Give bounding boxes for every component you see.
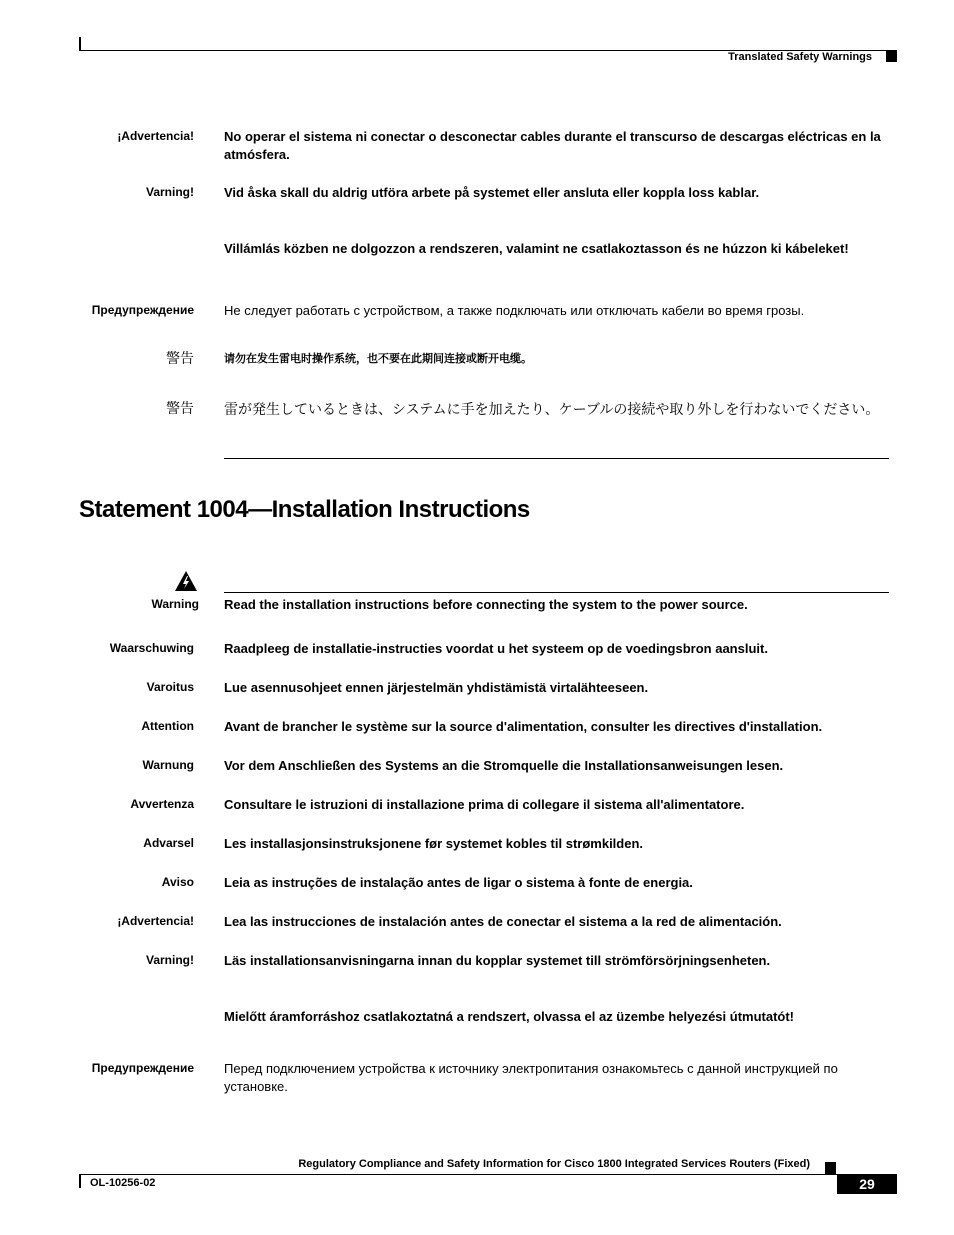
footer-tick — [79, 1174, 81, 1188]
warning-text: Raadpleeg de installatie-instructies voordat u het systeem op de voedingsbron aansluit. — [224, 641, 768, 656]
warning-text: 雷が発生しているときは、システムに手を加えたり、ケーブルの接続や取り外しを行わないでください。 — [224, 401, 880, 417]
warning-text: Vid åska skall du aldrig utföra arbete på systemet eller ansluta eller koppla loss kablar. — [224, 185, 760, 200]
warning-label: Предупреждение — [91, 1061, 194, 1075]
footer-doc-number: OL-10256-02 — [90, 1177, 156, 1189]
warning-text: Villámlás közben ne dolgozzon a rendszeren, valamint ne csatlakoztasson és ne húzzon ki kábeleket! — [224, 241, 849, 256]
warning-label: 警告 — [166, 350, 194, 366]
warning-text: Mielőtt áramforráshoz csatlakoztatná a rendszert, olvassa el az üzembe helyezési útmutatót! — [224, 1009, 795, 1024]
warning-label: Warnung — [142, 758, 194, 772]
warning-text: No operar el sistema ni conectar o desconectar cables durante el transcurso de descargas eléctricas en la atmósfera. — [224, 129, 881, 162]
warning-label: Varoitus — [146, 680, 194, 694]
section-end-rule — [224, 458, 889, 459]
header-tick — [79, 37, 81, 51]
warning-text: Перед подключением устройства к источнику электропитания ознакомьтесь с данной инструкцией по установке. — [224, 1061, 838, 1094]
warning-triangle-icon — [174, 570, 198, 592]
warning-text: Leia as instruções de instalação antes de ligar o sistema à fonte de energia. — [224, 875, 693, 890]
warning-text: Avant de brancher le système sur la source d'alimentation, consulter les directives d'installation. — [224, 719, 823, 734]
warning-text: Lea las instrucciones de instalación antes de conectar el sistema a la red de alimentación. — [224, 914, 782, 929]
footer-rule — [79, 1174, 897, 1175]
warning-label: ¡Advertencia! — [117, 914, 194, 928]
warning-label: Attention — [141, 719, 194, 733]
warning-text: Consultare le istruzioni di installazione prima di collegare il sistema all'alimentatore. — [224, 797, 745, 812]
warning-label: Avvertenza — [130, 797, 194, 811]
warning-text: Vor dem Anschließen des Systems an die Stromquelle die Installationsanweisungen lesen. — [224, 758, 784, 773]
warning-label: ¡Advertencia! — [117, 129, 194, 143]
warning-label: Aviso — [161, 875, 194, 889]
warning-text: Lue asennusohjeet ennen järjestelmän yhdistämistä virtalähteeseen. — [224, 680, 649, 695]
warning-text: Läs installationsanvisningarna innan du kopplar systemet till strömförsörjningsenheten. — [224, 953, 771, 968]
warning-label: Warning — [151, 597, 199, 611]
warning-label: 警告 — [166, 400, 194, 416]
warning-label: Advarsel — [143, 836, 194, 850]
warning-text: Les installasjonsinstruksjonene før systemet kobles til strømkilden. — [224, 836, 644, 851]
warning-text: 请勿在发生雷电时操作系统，也不要在此期间连接或断开电缆。 — [224, 353, 532, 365]
header-title: Translated Safety Warnings — [728, 51, 872, 63]
footer-title: Regulatory Compliance and Safety Information for Cisco 1800 Integrated Services Routers (Fixed) — [298, 1158, 810, 1170]
page-number: 29 — [837, 1175, 897, 1194]
header-marker — [886, 50, 897, 62]
warning-label: Varning! — [145, 953, 194, 967]
statement-title: Statement 1004—Installation Instructions — [79, 496, 530, 523]
warning-text: Не следует работать с устройством, а также подключать или отключать кабели во время грозы. — [224, 303, 805, 318]
warning-text: Read the installation instructions before connecting the system to the power source. — [224, 597, 748, 612]
warning-label: Varning! — [145, 185, 194, 199]
warning-label: Предупреждение — [91, 303, 194, 317]
warning-rule — [224, 592, 889, 593]
warning-label: Waarschuwing — [109, 641, 194, 655]
footer-marker — [825, 1162, 836, 1174]
